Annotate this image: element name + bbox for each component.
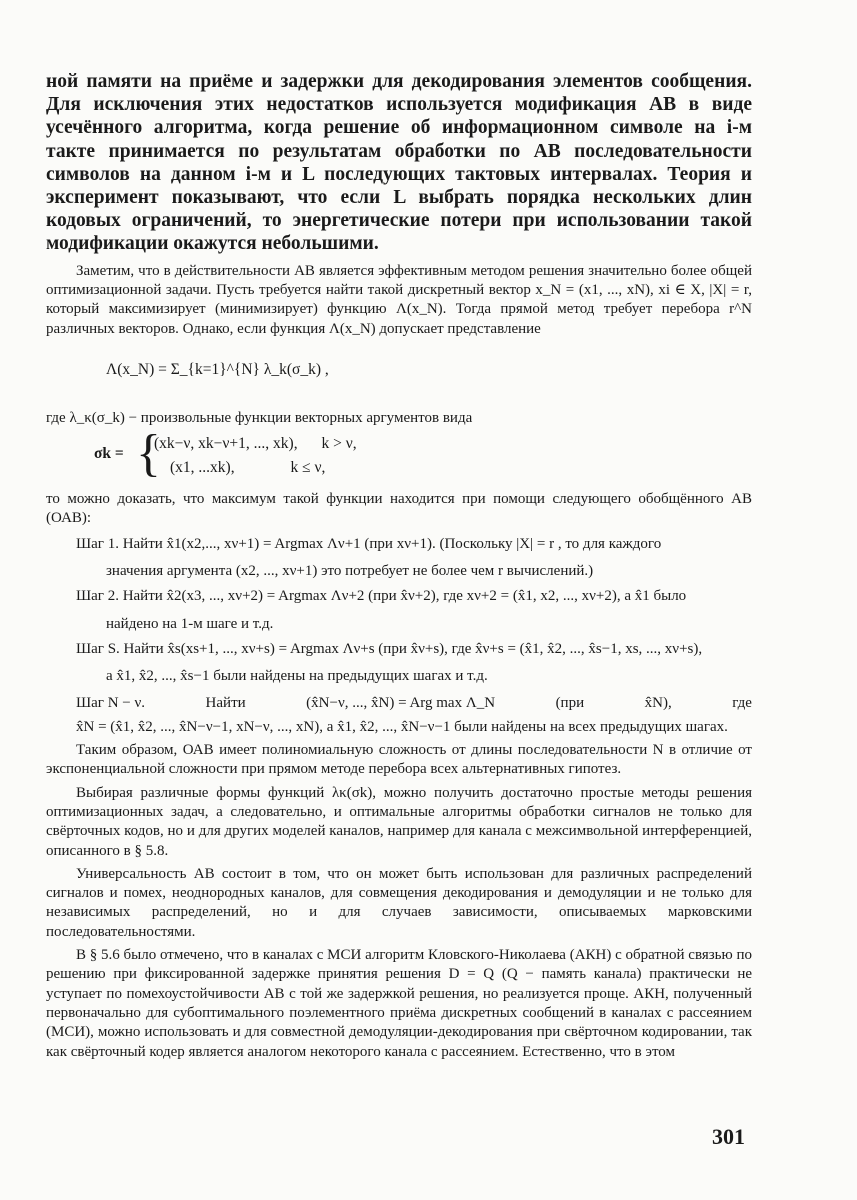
lead-paragraph: ной памяти на приёме и задержки для декодирования элементов сообщения. Для исключения этих недостатков используется модификация АВ в виде усечённого алгоритма, когда решение об информационном символе на i-м такте принимается по результатам обработки по АВ последовательности символов на данном i-м и L последующих тактовых интервалах. Теория и эксперимент показывают, что если L выбрать порядка нескольких длин кодовых ограничений, то энергетические потери при использовании такой модификации окажутся небольшими.: [46, 71, 752, 255]
page-number: 301: [712, 1124, 745, 1149]
formula-sigma: [46, 425, 752, 486]
paragraph-oav: то можно доказать, что максимум такой функции находится при помощи следующего обобщённого АВ (ОАВ):: [46, 491, 752, 527]
step-n-label: Шаг N − ν.: [76, 695, 146, 712]
formula-sigma-label: σk =: [94, 445, 124, 463]
step-n-continuation: x̂N = (x̂1, x̂2, ..., x̂N−ν−1, xN−ν, ..., xN), а x̂1, x̂2, ..., x̂N−ν−1 были найдены на всех предыдущих шагах.: [76, 718, 728, 735]
step-n-where: где: [732, 695, 752, 712]
brace-icon: {: [136, 425, 161, 483]
formula-sum: [46, 343, 752, 405]
formula-sigma-row-2-expr: (x1, ...xk),: [170, 459, 235, 477]
step-1-text: Шаг 1. Найти x̂1(x2,..., xν+1) = Argmax Λν+1 (при xν+1). (Поскольку |X| = r , то для каждого: [76, 535, 662, 552]
step-n-minus-nu: [76, 694, 752, 713]
formula-sigma-row-2: [154, 456, 357, 480]
step-n-find: Найти: [205, 695, 246, 712]
formula-sigma-row-1: [154, 432, 357, 456]
step-2-text: Шаг 2. Найти x̂2(x3, ..., xν+2) = Argmax Λν+2 (при x̂ν+2), где xν+2 = (x̂1, x2, ..., xν+2), а x̂1 было: [76, 588, 687, 605]
step-1: [76, 535, 752, 582]
step-s-continuation: а x̂1, x̂2, ..., x̂s−1 были найдены на предыдущих шагах и т.д.: [106, 668, 488, 685]
step-s: [76, 640, 752, 687]
step-s-text: Шаг S. Найти x̂s(xs+1, ..., xν+s) = Argmax Λν+s (при x̂ν+s), где x̂ν+s = (x̂1, x̂2, ..., x̂s−1, xs, ..., xν+s),: [76, 640, 703, 657]
formula-sigma-row-2-cond: k ≤ ν,: [290, 459, 326, 477]
paragraph-function-forms: Выбирая различные формы функций λκ(σk), можно получить достаточно простые методы решения оптимизационных задач, а следовательно, и оптимальные алгоритмы обработки сигналов не только для свёрточных кодов, но и для других моделей каналов, например для канала с межсимвольной интерференцией, описанного в § 5.8.: [46, 784, 752, 859]
formula-sum-text: Λ(x_N) = Σ_{k=1}^{N} λ_k(σ_k) ,: [106, 360, 329, 378]
paragraph-universality: Универсальность АВ состоит в том, что он может быть использован для различных распределений сигналов и помех, неоднородных каналов, для совмещения декодирования и демодуляции и не только для независимых распределений, но и для случаев зависимости, описываемых марковскими последовательностями.: [46, 865, 752, 940]
formula-sigma-row-1-cond: k > ν,: [321, 435, 357, 453]
step-n-continuation-block: [76, 718, 752, 737]
formula-sigma-row-1-expr: (xk−ν, xk−ν+1, ..., xk),: [154, 435, 298, 453]
page-content: [46, 70, 752, 1062]
paragraph-complexity: Таким образом, ОАВ имеет полиномиальную сложность от длины последовательности N в отличие от экспоненциальной сложности при прямом методе перебора всех альтернативных гипотез.: [46, 742, 752, 778]
paragraph-viterbi-general: Заметим, что в действительности АВ является эффективным методом решения значительно более общей оптимизационной задачи. Пусть требуется найти такой дискретный вектор x_N = (x1, ..., xN), xi ∈ X, |X| = r, который максимизирует (минимизирует) функцию Λ(x_N). Тогда прямой метод требует перебора r^N различных векторов. Однако, если функция Λ(x_N) допускает представление: [46, 262, 752, 337]
step-n-arg: x̂N),: [644, 695, 672, 712]
paragraph-akn: В § 5.6 было отмечено, что в каналах с МСИ алгоритм Кловского-Николаева (АКН) с обратной связью по решению при фиксированной задержке принятия решения D = Q (Q − память канала) практически не уступает по помехоустойчивости АВ с той же задержкой решения, но реализуется проще. АКН, полученный первоначально для субоптимального поэлементного приёма дискретных сообщений в каналах с рассеянием (МСИ), можно использовать и для совместной демодуляции-декодирования при свёрточном кодировании, так как свёрточный кодер является аналогом некоторого канала с рассеянием. Естественно, что в этом: [46, 947, 752, 1060]
step-1-continuation: значения аргумента (x2, ..., xν+1) это потребует не более чем r вычислений.): [106, 563, 594, 579]
step-2: [76, 587, 752, 634]
step-n-at: (при: [555, 695, 585, 712]
paragraph-functions: где λ_κ(σ_k) − произвольные функции векторных аргументов вида: [46, 409, 473, 426]
step-2-continuation: найдено на 1-м шаге и т.д.: [106, 615, 274, 632]
step-n-expr: (x̂N−ν, ..., x̂N) = Arg max Λ_N: [306, 695, 496, 712]
